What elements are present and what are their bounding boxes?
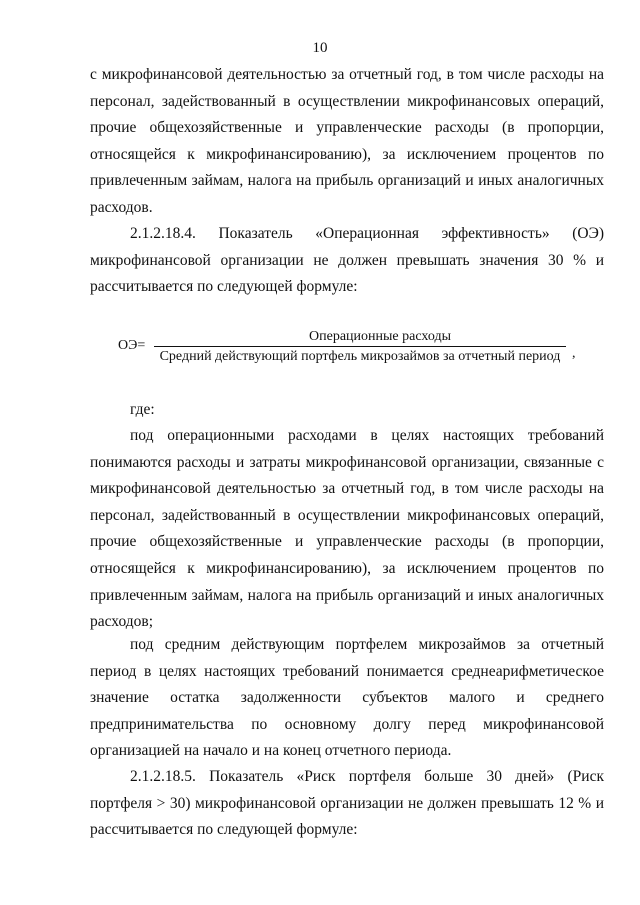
formula-lhs: ОЭ= [118, 338, 146, 353]
formula-fraction [154, 328, 566, 367]
paragraph-2-1-2-18-5: 2.1.2.18.5. Показатель «Риск портфеля больше 30 дней» (Риск портфеля > 30) микрофинансовой организации не должен превышать 12 % и рассчитывается по следующей формуле: [90, 768, 604, 839]
paragraph-continuation: с микрофинансовой деятельностью за отчетный год, в том числе расходы на персонал, задействованный в осуществлении микрофинансовых операций, прочие общехозяйственные и управленческие расходы (в пропорции, относящейся к микрофинансированию), за исключением процентов по привлеченным займам, налога на прибыль организаций и иных аналогичных расходов. [90, 66, 604, 216]
formula-operational-efficiency [118, 328, 598, 368]
formula-numerator: Операционные расходы [309, 329, 451, 344]
paragraph-2-1-2-18-4: 2.1.2.18.4. Показатель «Операционная эффективность» (ОЭ) микрофинансовой организации не должен превышать значения 30 % и рассчитывается по следующей формуле: [90, 225, 604, 296]
page-number: 10 [312, 40, 328, 56]
paragraph-operational-expenses: под операционными расходами в целях настоящих требований понимаются расходы и затраты микрофинансовой организации, связанные с микрофинансовой деятельностью за отчетный год, в том числе расходы на персонал, задействованный в осуществлении микрофинансовых операций, прочие общехозяйственные и управленческие расходы (в пропорции, относящейся к микрофинансированию), за исключением процентов по привлеченным займам, налога на прибыль организаций и иных аналогичных расходов; [90, 427, 604, 631]
formula-comma: , [572, 346, 576, 361]
paragraph-average-portfolio: под средним действующим портфелем микрозаймов за отчетный период в целях настоящих требований понимается среднеарифметическое значение остатка задолженности субъектов малого и среднего предпринимательства по основному долгу перед микрофинансовой организацией на начало и на конец отчетного периода. [90, 636, 604, 760]
paragraph-where: где: [130, 401, 155, 418]
formula-denominator: Средний действующий портфель микрозаймов за отчетный период [159, 349, 561, 364]
